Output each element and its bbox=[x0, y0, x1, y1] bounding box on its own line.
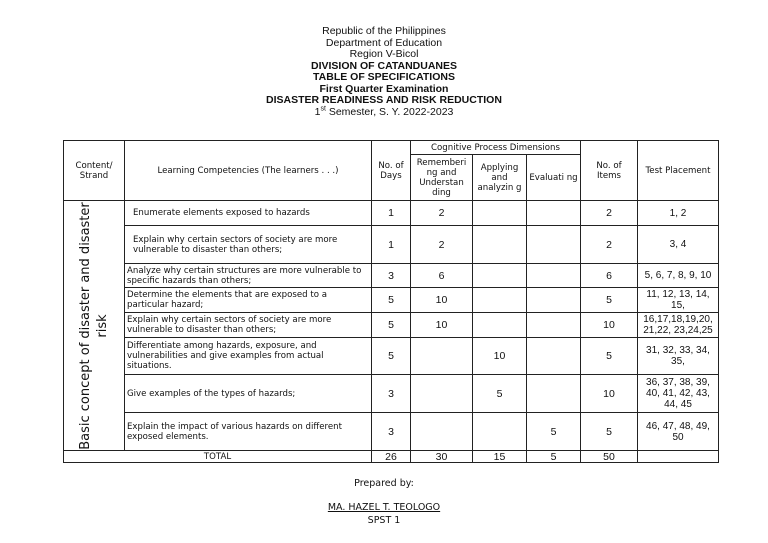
items-cell: 5 bbox=[581, 288, 638, 313]
signatory-position: SPST 1 bbox=[367, 515, 401, 526]
items-cell: 10 bbox=[581, 375, 638, 413]
remembering-cell: 10 bbox=[411, 313, 473, 338]
remembering-cell bbox=[411, 338, 473, 375]
header-remembering: Rememberi ng and Understan ding bbox=[411, 155, 473, 201]
total-remembering: 30 bbox=[411, 451, 473, 463]
placement-cell: 5, 6, 7, 8, 9, 10 bbox=[638, 264, 719, 288]
document-header bbox=[0, 26, 768, 118]
semester-line bbox=[0, 107, 768, 119]
items-cell: 10 bbox=[581, 313, 638, 338]
placement-cell: 3, 4 bbox=[638, 226, 719, 264]
remembering-cell: 2 bbox=[411, 201, 473, 226]
semester-number: 1 bbox=[314, 105, 321, 118]
remembering-cell: 10 bbox=[411, 288, 473, 313]
header-applying: Applying and analyzin g bbox=[473, 155, 527, 201]
strand-label: Basic concept of disaster and disaster risk bbox=[78, 201, 110, 450]
header-items: No. of Items bbox=[581, 141, 638, 201]
remembering-cell bbox=[411, 375, 473, 413]
days-cell: 3 bbox=[372, 264, 411, 288]
exam-line: First Quarter Examination bbox=[319, 82, 449, 95]
subject-line: DISASTER READINESS AND RISK REDUCTION bbox=[266, 94, 502, 106]
competency-cell: Give examples of the types of hazards; bbox=[125, 375, 372, 413]
total-placement bbox=[638, 451, 719, 463]
competency-cell: Explain the impact of various hazards on different exposed elements. bbox=[125, 413, 372, 451]
strand-cell bbox=[64, 201, 125, 451]
evaluating-cell bbox=[527, 264, 581, 288]
competency-cell: Explain why certain sectors of society are more vulnerable to disaster than others; bbox=[125, 226, 372, 264]
evaluating-cell bbox=[527, 313, 581, 338]
items-cell: 2 bbox=[581, 226, 638, 264]
days-cell: 3 bbox=[372, 375, 411, 413]
applying-cell bbox=[473, 413, 527, 451]
header-cognitive: Cognitive Process Dimensions bbox=[411, 141, 581, 155]
header-evaluating: Evaluati ng bbox=[527, 155, 581, 201]
competency-cell: Enumerate elements exposed to hazards bbox=[125, 201, 372, 226]
placement-cell: 11, 12, 13, 14, 15, bbox=[638, 288, 719, 313]
applying-cell bbox=[473, 201, 527, 226]
days-cell: 5 bbox=[372, 338, 411, 375]
remembering-cell bbox=[411, 413, 473, 451]
department-line: Department of Education bbox=[325, 36, 443, 49]
evaluating-cell bbox=[527, 201, 581, 226]
evaluating-cell bbox=[527, 375, 581, 413]
total-items: 50 bbox=[581, 451, 638, 463]
total-row bbox=[64, 451, 719, 463]
placement-cell: 36, 37, 38, 39, 40, 41, 42, 43, 44, 45 bbox=[638, 375, 719, 413]
table-row bbox=[64, 288, 719, 313]
republic-line: Republic of the Philippines bbox=[322, 25, 446, 37]
days-cell: 3 bbox=[372, 413, 411, 451]
placement-cell: 46, 47, 48, 49, 50 bbox=[638, 413, 719, 451]
table-row bbox=[64, 226, 719, 264]
days-cell: 1 bbox=[372, 226, 411, 264]
total-applying: 15 bbox=[473, 451, 527, 463]
competency-cell: Differentiate among hazards, exposure, and vulnerabilities and give examples from actual situations. bbox=[125, 338, 372, 375]
days-cell: 5 bbox=[372, 288, 411, 313]
division-line: DIVISION OF CATANDUANES bbox=[310, 59, 458, 72]
table-row bbox=[64, 375, 719, 413]
placement-cell: 1, 2 bbox=[638, 201, 719, 226]
evaluating-cell bbox=[527, 338, 581, 375]
applying-cell bbox=[473, 313, 527, 338]
header-row bbox=[64, 141, 719, 155]
table-row bbox=[64, 201, 719, 226]
evaluating-cell bbox=[527, 288, 581, 313]
header-days: No. of Days bbox=[372, 141, 411, 201]
applying-cell bbox=[473, 288, 527, 313]
placement-cell: 16,17,18,19,20, 21,22, 23,24,25 bbox=[638, 313, 719, 338]
table-row bbox=[64, 413, 719, 451]
region-line: Region V-Bicol bbox=[349, 48, 419, 60]
items-cell: 6 bbox=[581, 264, 638, 288]
evaluating-cell: 5 bbox=[527, 413, 581, 451]
table-row bbox=[64, 338, 719, 375]
header-content-strand: Content/ Strand bbox=[64, 141, 125, 201]
days-cell: 5 bbox=[372, 313, 411, 338]
applying-cell: 5 bbox=[473, 375, 527, 413]
days-cell: 1 bbox=[372, 201, 411, 226]
header-placement: Test Placement bbox=[638, 141, 719, 201]
competency-cell: Analyze why certain structures are more vulnerable to specific hazards than others; bbox=[125, 264, 372, 288]
header-competencies: Learning Competencies (The learners . . .) bbox=[125, 141, 372, 201]
applying-cell bbox=[473, 226, 527, 264]
prepared-by-label: Prepared by: bbox=[354, 478, 414, 489]
competency-cell: Determine the elements that are exposed to a particular hazard; bbox=[125, 288, 372, 313]
items-cell: 5 bbox=[581, 338, 638, 375]
signatory-name: MA. HAZEL T. TEOLOGO bbox=[327, 502, 441, 513]
semester-text: Semester, S. Y. 2022-2023 bbox=[325, 105, 454, 118]
total-evaluating: 5 bbox=[527, 451, 581, 463]
competency-cell: Explain why certain sectors of society are more vulnerable to disaster than others; bbox=[125, 313, 372, 338]
total-days: 26 bbox=[372, 451, 411, 463]
placement-cell: 31, 32, 33, 34, 35, bbox=[638, 338, 719, 375]
remembering-cell: 2 bbox=[411, 226, 473, 264]
applying-cell: 10 bbox=[473, 338, 527, 375]
remembering-cell: 6 bbox=[411, 264, 473, 288]
applying-cell bbox=[473, 264, 527, 288]
document-title: TABLE OF SPECIFICATIONS bbox=[313, 71, 455, 83]
evaluating-cell bbox=[527, 226, 581, 264]
signatory-block bbox=[0, 502, 768, 513]
specifications-table bbox=[63, 140, 719, 463]
items-cell: 5 bbox=[581, 413, 638, 451]
items-cell: 2 bbox=[581, 201, 638, 226]
total-label: TOTAL bbox=[64, 451, 372, 463]
semester-suffix: st bbox=[320, 105, 326, 112]
table-row bbox=[64, 264, 719, 288]
table-row bbox=[64, 313, 719, 338]
